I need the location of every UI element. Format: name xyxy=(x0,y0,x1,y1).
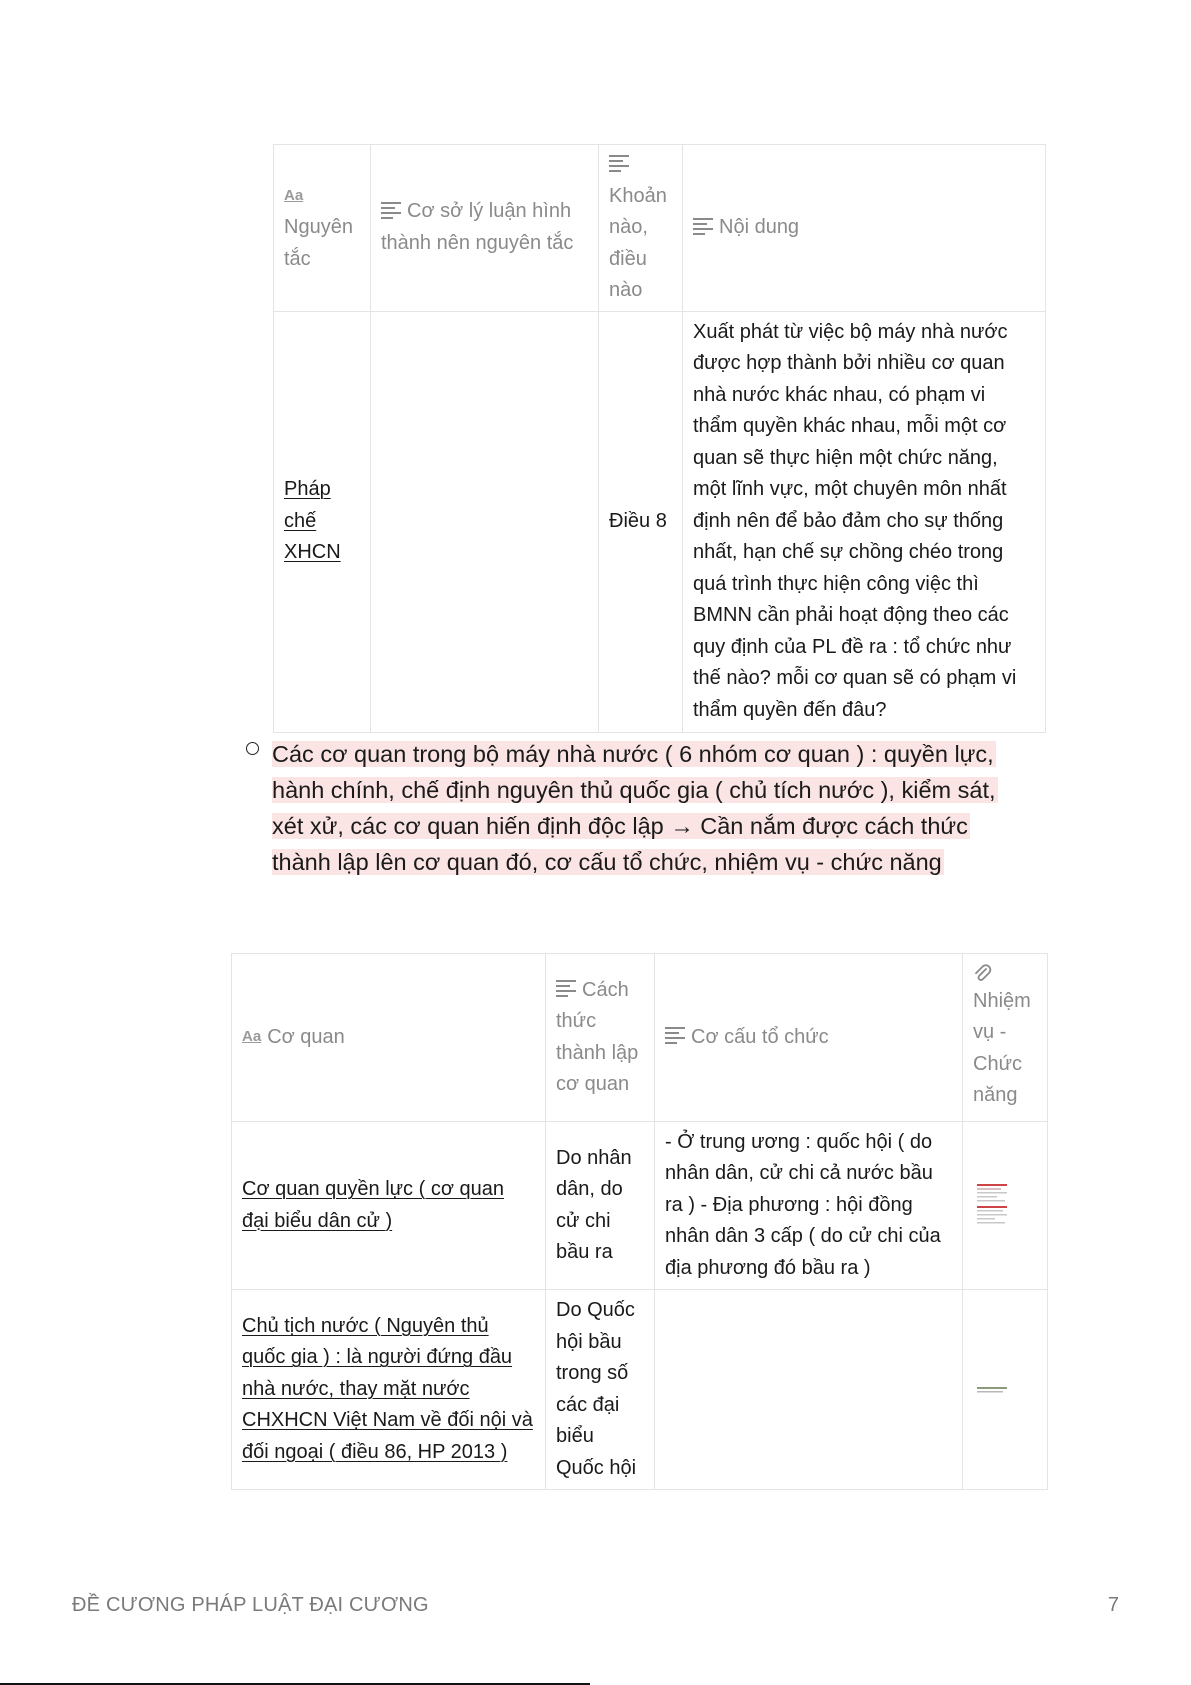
cell-formation[interactable]: Do nhân dân, do cử chi bầu ra xyxy=(546,1122,655,1290)
cell-duties[interactable] xyxy=(963,1122,1048,1290)
page-number: 7 xyxy=(1107,1594,1119,1616)
cell-formation[interactable]: Do Quốc hội bầu trong số các đại biểu Quốc hội xyxy=(546,1290,655,1490)
header-duties[interactable]: Nhiệm vụ - Chức năng xyxy=(963,954,1048,1122)
table-row xyxy=(274,311,1046,732)
cell-clause[interactable]: Điều 8 xyxy=(599,311,683,732)
paperclip-icon xyxy=(973,964,993,984)
header-clause[interactable]: Khoản nào, điều nào xyxy=(599,145,683,312)
cell-agency[interactable] xyxy=(232,1290,546,1490)
highlighted-text: Các cơ quan trong bộ máy nhà nước ( 6 nhóm cơ quan ) : quyền lực, hành chính, chế định nguyên thủ quốc gia ( chủ tích nước ), kiểm sát, xét xử, các cơ quan hiến định độc lập → Cần nắm được cách thức thành lập lên cơ quan đó, cơ cấu tổ chức, nhiệm vụ - chức năng xyxy=(272,741,996,875)
header-agency[interactable]: Aa Cơ quan xyxy=(232,954,546,1122)
text-property-icon xyxy=(381,202,401,218)
page-link[interactable]: Cơ quan quyền lực ( cơ quan đại biểu dân cử ) xyxy=(242,1178,504,1232)
cell-basis[interactable] xyxy=(371,311,599,732)
text-property-icon xyxy=(693,218,713,234)
page-link[interactable]: Chủ tịch nước ( Nguyên thủ quốc gia ) : là người đứng đầu nhà nước, thay mặt nước CHXHCN Việt Nam về đối nội và đối ngoại ( điều 86, HP 2013 ) xyxy=(242,1314,533,1463)
cell-structure[interactable]: - Ở trung ương : quốc hội ( do nhân dân, cử chi cả nước bầu ra ) - Địa phương : hội đồng nhân dân 3 cấp ( do cử chi của địa phương đó bầu ra ) xyxy=(655,1122,963,1290)
header-principle[interactable]: Aa Nguyên tắc xyxy=(274,145,371,312)
attachment-thumbnail[interactable] xyxy=(975,1385,1009,1395)
cell-principle[interactable] xyxy=(274,311,371,732)
text-property-icon xyxy=(609,155,629,171)
title-property-icon: Aa xyxy=(242,1028,262,1046)
footer-document-title: ĐỀ CƯƠNG PHÁP LUẬT ĐẠI CƯƠNG xyxy=(72,1594,429,1616)
header-formation[interactable]: Cách thức thành lập cơ quan xyxy=(546,954,655,1122)
text-property-icon xyxy=(665,1027,685,1043)
header-basis[interactable]: Cơ sở lý luận hình thành nên nguyên tắc xyxy=(371,145,599,312)
page-link[interactable]: Pháp chế XHCN xyxy=(284,478,341,564)
table-row xyxy=(232,1290,1048,1490)
cell-duties[interactable] xyxy=(963,1290,1048,1490)
cell-agency[interactable] xyxy=(232,1122,546,1290)
agencies-table xyxy=(231,953,1048,1490)
header-structure[interactable]: Cơ cấu tổ chức xyxy=(655,954,963,1122)
bullet-circle-icon xyxy=(246,742,259,755)
attachment-thumbnail[interactable] xyxy=(975,1182,1009,1230)
title-property-icon: Aa xyxy=(284,187,304,205)
bullet-item xyxy=(272,736,1032,880)
cell-content[interactable]: Xuất phát từ việc bộ máy nhà nước được hợp thành bởi nhiều cơ quan nhà nước khác nhau, có phạm vi thẩm quyền khác nhau, mỗi một cơ quan sẽ thực hiện một chức năng, một lĩnh vực, một chuyên môn nhất định nên để bảo đảm cho sự thống nhất, hạn chế sự chồng chéo trong quá trình thực hiện công việc thì BMNN cần phải hoạt động theo các quy định của PL đề ra : tổ chức như thế nào? mỗi cơ quan sẽ có phạm vi thẩm quyền đến đâu? xyxy=(683,311,1046,732)
cell-structure[interactable] xyxy=(655,1290,963,1490)
principles-table xyxy=(273,144,1046,733)
header-content[interactable]: Nội dung xyxy=(683,145,1046,312)
table-row xyxy=(232,1122,1048,1290)
text-property-icon xyxy=(556,980,576,996)
